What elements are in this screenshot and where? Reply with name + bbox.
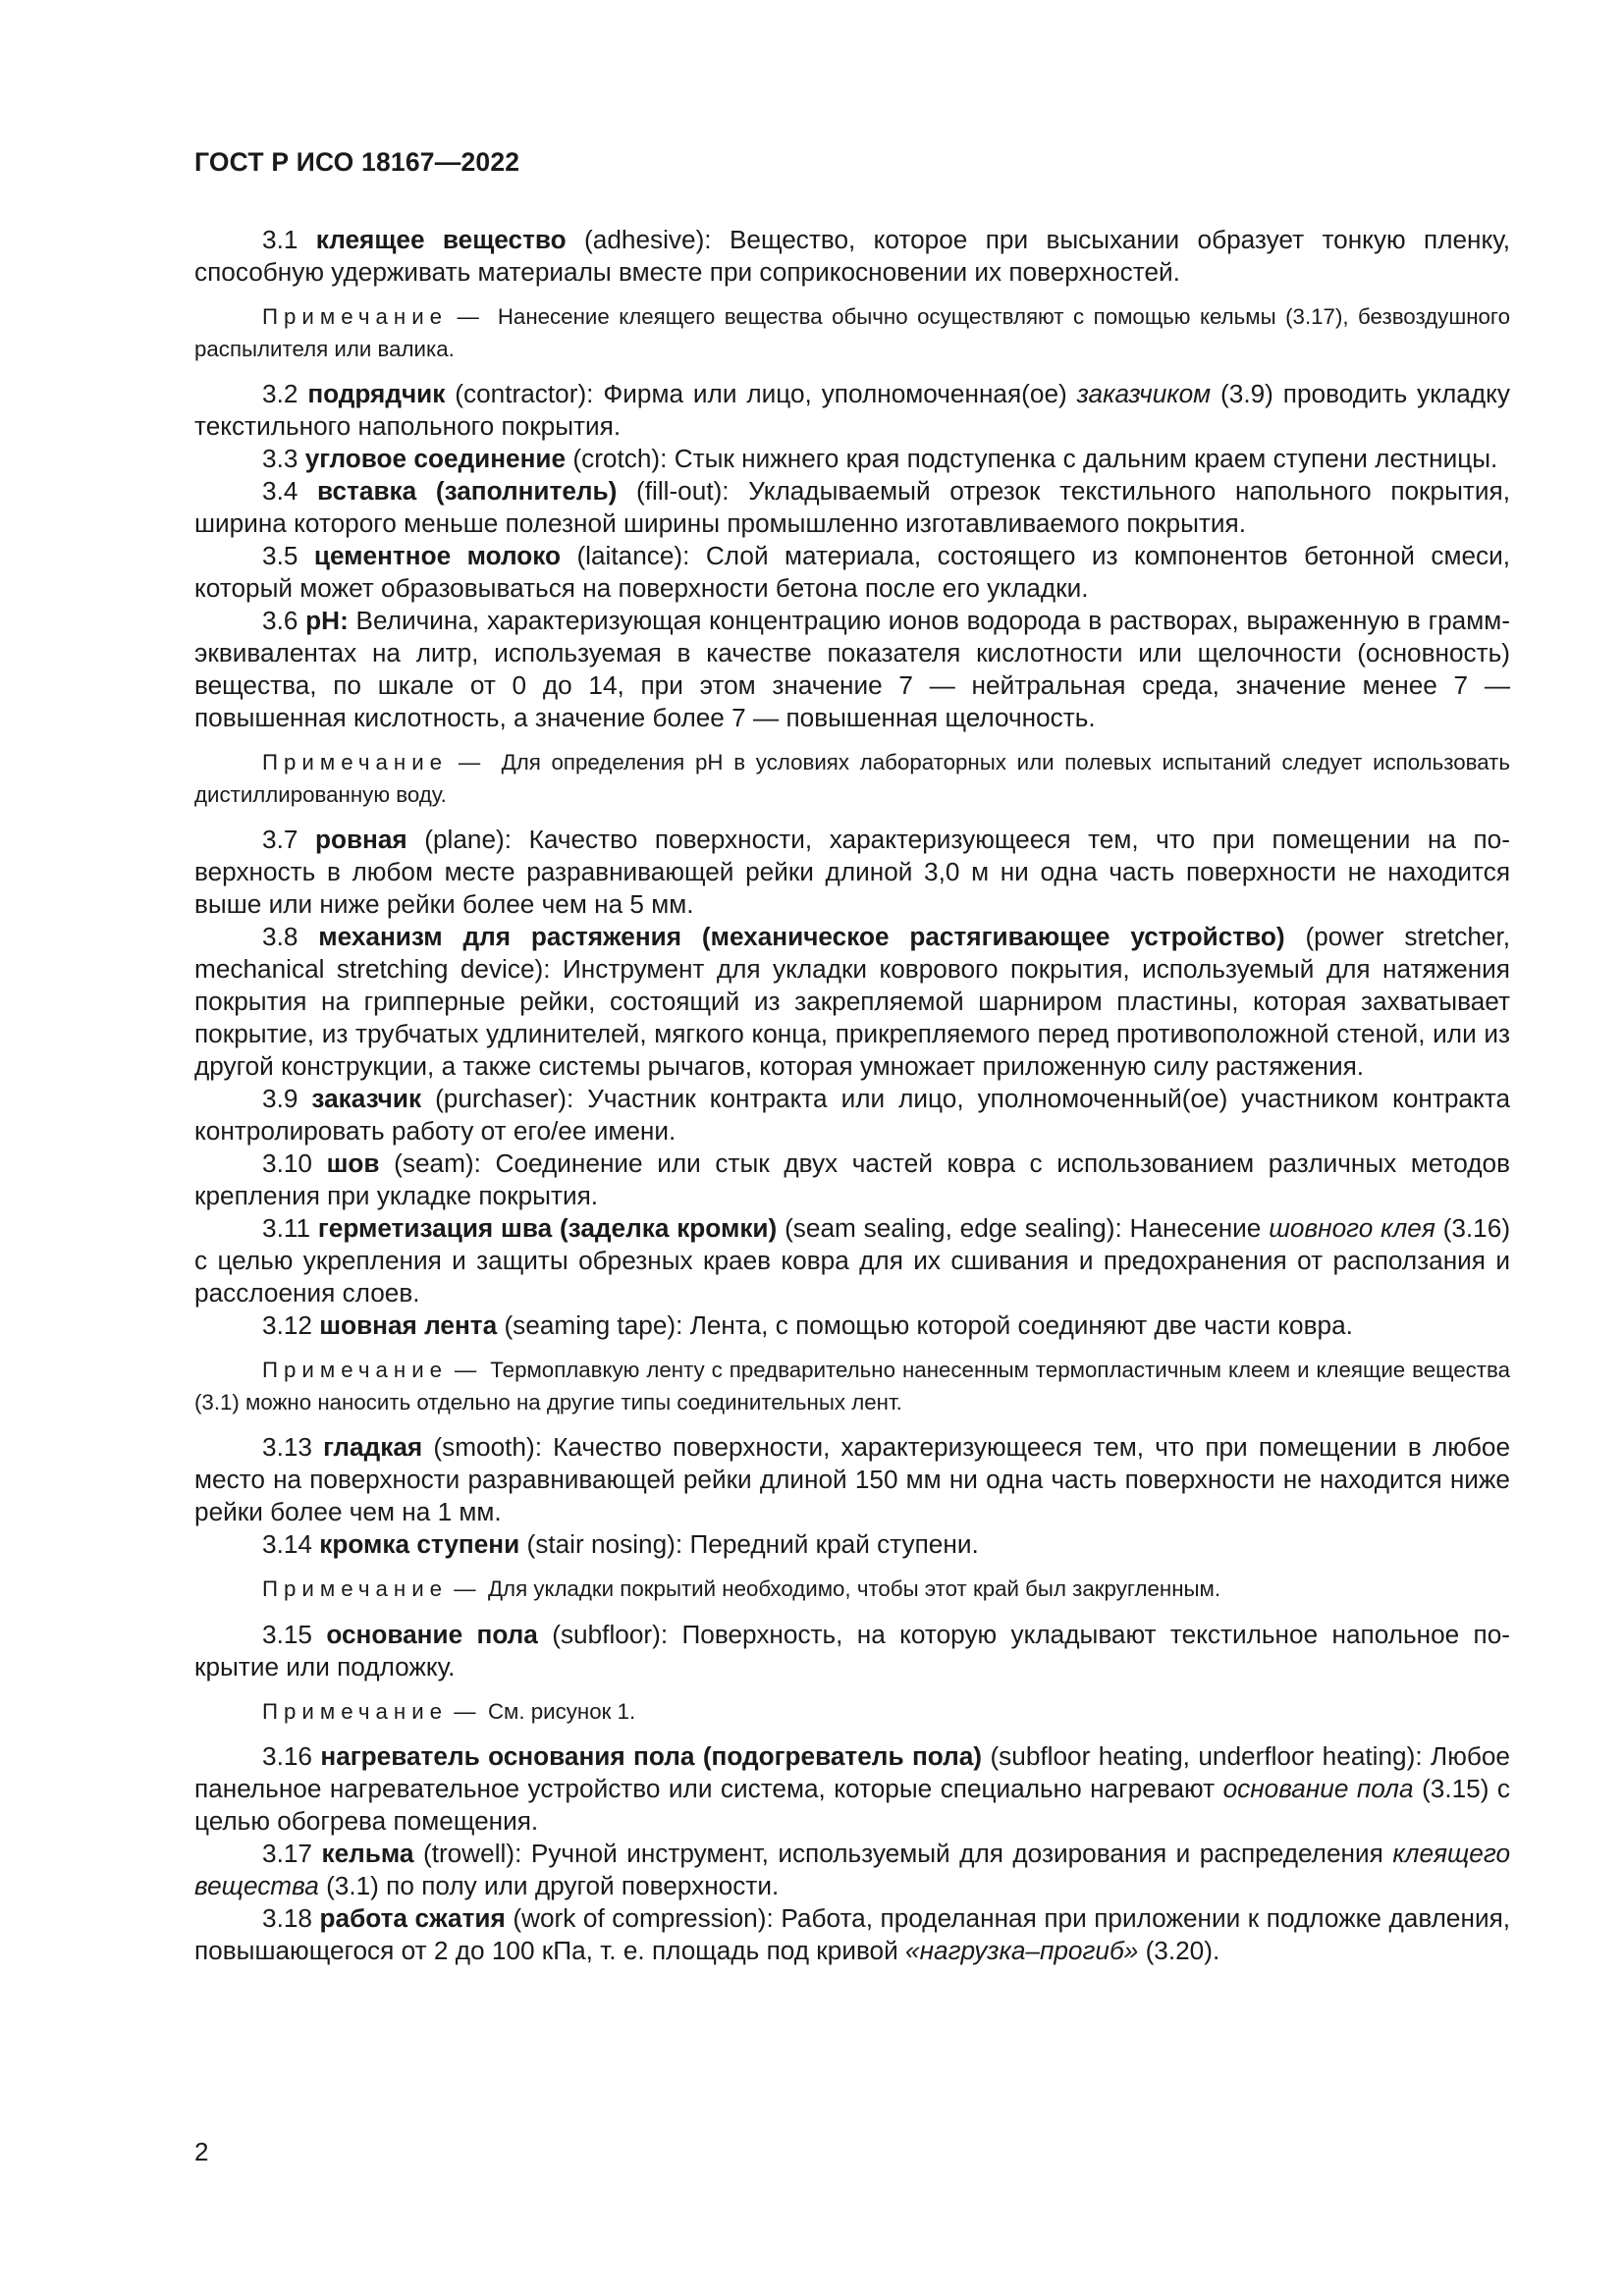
term-3-11: 3.11 герметизация шва (заделка кромки) (seam sealing, edge sealing): Нанесение шовного клея (3.16) с целью укрепления и защиты обрезных краев ковра для их сшивания и предохранения от расползания и расслоения слоев. — [194, 1213, 1511, 1308]
term-3-2: 3.2 подрядчик (contractor): Фирма или лицо, уполномоченная(ое) заказчиком (3.9) проводить укладку текстильного напольного покрытия. — [194, 379, 1510, 441]
term-3-18: 3.18 работа сжатия (work of compression): Работа, проделанная при приложении к подложке давления, повышающегося от 2 до 100 кПа, т. е. площадь под кривой «нагрузка–прогиб» (3.20). — [194, 1903, 1511, 1965]
term-3-7: 3.7 ровная (plane): Качество поверхности, характеризующееся тем, что при помещении на поверхность в любом месте разравнивающей рейки длиной 3,0 м ни одна часть поверхности не находится выше или ниже рейки более чем на 5 мм. — [194, 825, 1510, 919]
term-3-3: 3.3 угловое соединение (crotch): Стык нижнего края подступенка с дальним краем ступени лестницы. — [262, 444, 1498, 473]
document-body — [194, 224, 1510, 1967]
term-3-8: 3.8 механизм для растяжения (механическое растягивающее устройство) (power stretcher, mechanical stretching device): Инструмент для укладки коврового покрытия, используемый для натяжения покрытия на грипперные рейки, состоящий из закрепляемой шарниром пластины, которая захватывает покрытие, из трубчатых удлинителей, мягкого конца, прикрепляемого перед противоположной стеной, или из другой конструкции, а также системы рычагов, которая умножает приложенную силу растяжения. — [194, 922, 1511, 1081]
term-3-15: 3.15 основание пола (subfloor): Поверхность, на которую укладывают текстильное напольное покрытие или подложку. — [194, 1619, 1511, 1682]
term-3-6: 3.6 pH: Величина, характеризующая концентрацию ионов водорода в растворах, выраженную в грамм-эквивалентах на литр, используемая в качестве показателя кислотности или щелочности (основность) вещества, по шкале от 0 до 14, при этом значение 7 — нейтральная среда, значение менее 7 — повышенная кислотность, а значение более 7 — повышенная щелочность. — [194, 606, 1510, 732]
term-3-4: 3.4 вставка (заполнитель) (fill-out): Укладываемый отрезок текстильного напольного покрытия, ширина которого меньше полезной ширины промышленно изготавливаемого покрытия. — [194, 476, 1510, 538]
document-header: ГОСТ Р ИСО 18167—2022 — [194, 147, 520, 177]
note-3-15: Примечание — См. рисунок 1. — [262, 1698, 636, 1724]
term-3-13: 3.13 гладкая (smooth): Качество поверхности, характеризующееся тем, что при помещении в любое место на поверхности разравнивающей рейки длиной 150 мм ни одна часть поверхности не находится ниже рейки более чем на 1 мм. — [194, 1432, 1511, 1526]
term-3-16: 3.16 нагреватель основания пола (подогреватель пола) (subfloor heating, underfloor heating): Любое панельное нагревательное устройство или система, которые специально нагревают основание пола (3.15) с целью обогрева помещения. — [194, 1741, 1511, 1836]
note-3-6: Примечание — Для определения pH в условиях лабораторных или полевых испытаний следует использовать дистиллированную воду. — [194, 750, 1510, 807]
note-3-12: Примечание — Термоплавкую ленту с предварительно нанесенным термопластичным клеем и клеящие вещества (3.1) можно наносить отдельно на другие типы соединительных лент. — [194, 1358, 1511, 1415]
term-3-17: 3.17 кельма (trowell): Ручной инструмент, используемый для дозирования и распределения клеящего вещества (3.1) по полу или другой поверхности. — [194, 1839, 1511, 1900]
term-3-14: 3.14 кромка ступени (stair nosing): Передний край ступени. — [262, 1529, 979, 1559]
note-3-1: Примечание — Нанесение клеящего вещества обычно осуществляют с помощью кельмы (3.17), безвоздушного распылителя или валика. — [194, 304, 1510, 361]
term-3-9: 3.9 заказчик (purchaser): Участник контракта или лицо, уполномоченный(ое) участником контракта контролировать работу от его/ее имени. — [194, 1084, 1511, 1146]
term-3-5: 3.5 цементное молоко (laitance): Слой материала, состоящего из компонентов бетонной смеси, который может образовываться на поверхности бетона после его укладки. — [194, 541, 1511, 603]
term-3-1: 3.1 клеящее вещество (adhesive): Вещество, которое при высыхании образует тонкую пленку, способную удерживать материалы вместе при соприкосновении их поверхностей. — [194, 225, 1511, 287]
note-3-14: Примечание — Для укладки покрытий необходимо, чтобы этот край был закругленным. — [262, 1576, 1221, 1601]
page-number: 2 — [194, 2137, 209, 2166]
term-3-12: 3.12 шовная лента (seaming tape): Лента, с помощью которой соединяют две части ковра. — [262, 1310, 1353, 1340]
term-3-10: 3.10 шов (seam): Соединение или стык двух частей ковра с использованием различных методов крепления при укладке покрытия. — [194, 1148, 1511, 1210]
